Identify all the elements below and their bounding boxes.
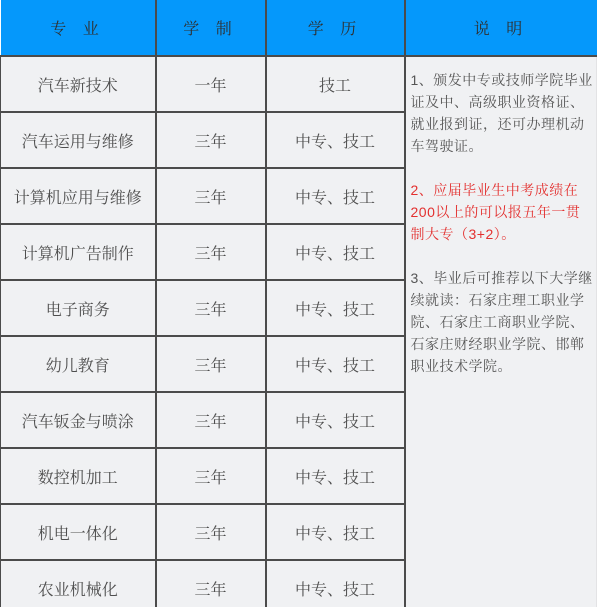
duration-cell: 三年: [156, 280, 266, 336]
degree-cell: 中专、技工: [266, 224, 405, 280]
duration-cell: 三年: [156, 392, 266, 448]
note-2: 2、应届毕业生中考成绩在200以上的可以报五年一贯制大专（3+2）。: [410, 182, 581, 242]
note-1: 1、颁发中专或技师学院毕业证及中、高级职业资格证、就业报到证，还可办理机动车驾驶证。: [410, 72, 593, 154]
major-cell: 电子商务: [1, 280, 156, 336]
degree-cell: 中专、技工: [266, 112, 405, 168]
major-cell: 汽车运用与维修: [1, 112, 156, 168]
major-cell: 机电一体化: [1, 504, 156, 560]
col-header-degree: 学 历: [266, 0, 405, 56]
major-cell: 汽车钣金与喷涂: [1, 392, 156, 448]
duration-cell: 三年: [156, 168, 266, 224]
degree-cell: 中专、技工: [266, 392, 405, 448]
degree-cell: 中专、技工: [266, 168, 405, 224]
duration-cell: 三年: [156, 504, 266, 560]
degree-cell: 中专、技工: [266, 336, 405, 392]
duration-cell: 三年: [156, 448, 266, 504]
degree-cell: 中专、技工: [266, 560, 405, 607]
major-cell: 计算机应用与维修: [1, 168, 156, 224]
duration-cell: 三年: [156, 224, 266, 280]
notes-cell: [405, 56, 597, 607]
col-header-duration: 学 制: [156, 0, 266, 56]
col-header-notes: 说 明: [405, 0, 597, 56]
duration-cell: 三年: [156, 336, 266, 392]
major-cell: 幼儿教育: [1, 336, 156, 392]
major-cell: 农业机械化: [1, 560, 156, 607]
duration-cell: 一年: [156, 56, 266, 112]
degree-cell: 中专、技工: [266, 504, 405, 560]
degree-cell: 技工: [266, 56, 405, 112]
table-header-row: [1, 0, 597, 56]
degree-cell: 中专、技工: [266, 280, 405, 336]
major-cell: 计算机广告制作: [1, 224, 156, 280]
note-3: 3、毕业后可推荐以下大学继续就读：石家庄理工职业学院、石家庄工商职业学院、石家庄财经职业学院、邯郸职业技术学院。: [410, 270, 593, 374]
col-header-major: 专 业: [1, 0, 156, 56]
duration-cell: 三年: [156, 112, 266, 168]
table-row: [1, 56, 597, 112]
duration-cell: 三年: [156, 560, 266, 607]
major-cell: 汽车新技术: [1, 56, 156, 112]
degree-cell: 中专、技工: [266, 448, 405, 504]
major-cell: 数控机加工: [1, 448, 156, 504]
